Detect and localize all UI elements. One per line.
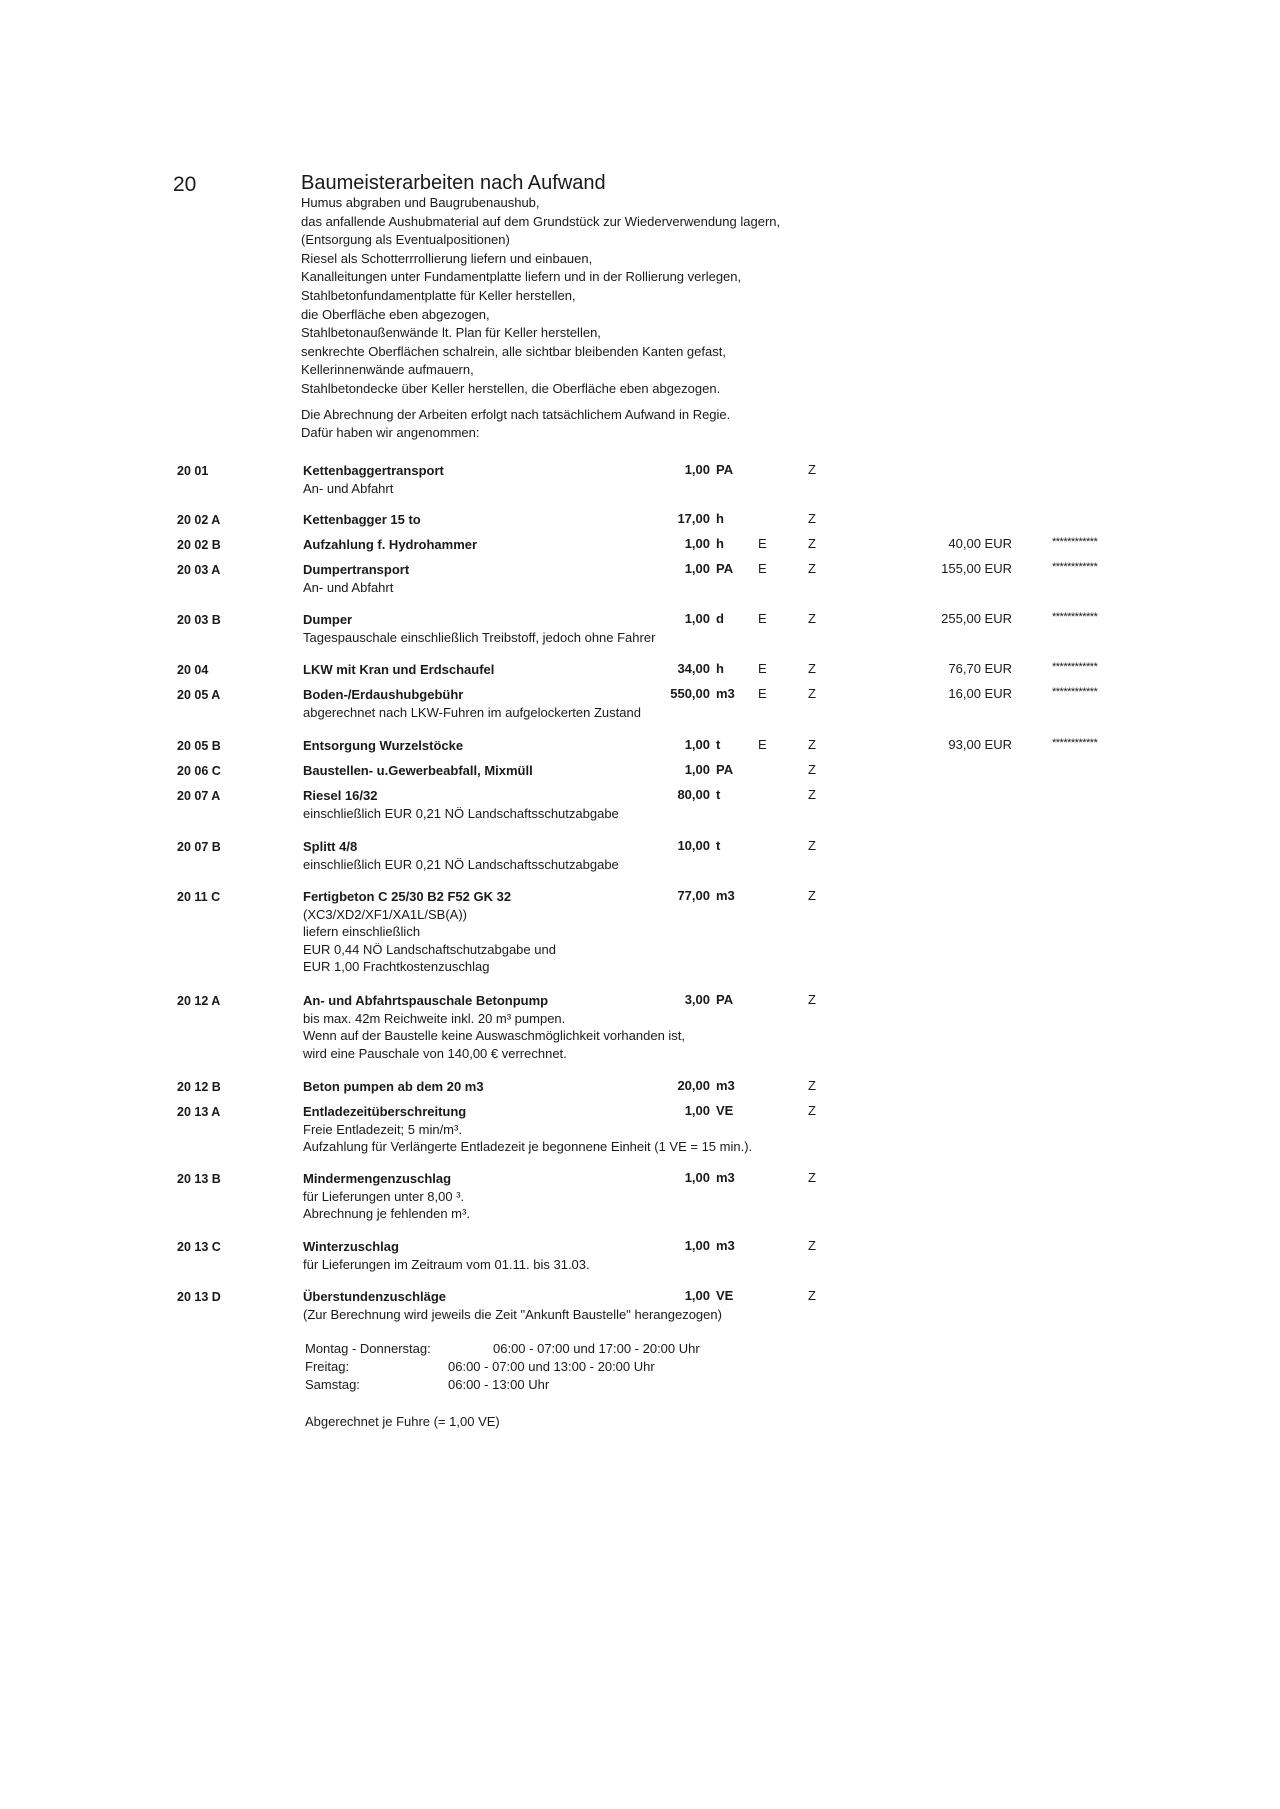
position-quantity: 1,00 (684, 462, 710, 477)
position-flag-z: Z (808, 1238, 816, 1253)
position-description (303, 1170, 470, 1223)
position-flag-z: Z (808, 661, 816, 676)
position-flag-e: E (758, 561, 767, 576)
schedule-day: Freitag: (305, 1359, 350, 1374)
position-unit-price: 76,70 EUR (948, 661, 1012, 676)
position-quantity: 34,00 (677, 661, 710, 676)
intro-line: Humus abgraben und Baugrubenaushub, (301, 195, 540, 210)
position-detail-line: (Zur Berechnung wird jeweils die Zeit "Ankunft Baustelle" herangezogen) (303, 1306, 722, 1322)
position-detail-line: EUR 0,44 NÖ Landschaftschutzabgabe und (303, 941, 556, 957)
position-total-masked: ************ (1052, 561, 1098, 573)
position-flag-z: Z (808, 686, 816, 701)
position-title: Baustellen- u.Gewerbeabfall, Mixmüll (303, 763, 533, 778)
intro-line: Stahlbetonaußenwände lt. Plan für Keller herstellen, (301, 325, 601, 341)
position-unit-price: 16,00 EUR (948, 686, 1012, 701)
position-flag-z: Z (808, 888, 816, 903)
position-detail-line: bis max. 42m Reichweite inkl. 20 m³ pumpen. (303, 1010, 566, 1026)
schedule-times: 06:00 - 13:00 Uhr (448, 1377, 550, 1392)
note-line: Dafür haben wir angenommen: (301, 425, 480, 440)
position-unit-price: 255,00 EUR (941, 611, 1012, 626)
position-detail-line: Freie Entladezeit; 5 min/m³. (303, 1121, 462, 1137)
position-unit-price: 40,00 EUR (948, 536, 1012, 551)
position-unit: m3 (716, 1078, 735, 1093)
position-unit: d (716, 611, 724, 626)
position-unit: m3 (716, 686, 735, 701)
intro-line: Riesel als Schotterrrollierung liefern und einbauen, (301, 250, 593, 266)
position-total-masked: ************ (1052, 536, 1098, 548)
intro-line: senkrechte Oberflächen schalrein, alle sichtbar bleibenden Kanten gefast, (301, 343, 726, 359)
position-detail-line: (XC3/XD2/XF1/XA1L/SB(A)) (303, 906, 467, 922)
position-unit: h (716, 661, 724, 676)
position-flag-z: Z (808, 536, 816, 551)
position-title: Dumper (303, 612, 353, 627)
position-code: 20 03 B (177, 613, 221, 627)
intro-line: die Oberfläche eben abgezogen, (301, 306, 490, 322)
position-detail-line: für Lieferungen im Zeitraum vom 01.11. bis 31.03. (303, 1256, 590, 1272)
position-detail-line: wird eine Pauschale von 140,00 € verrechnet. (303, 1045, 567, 1061)
position-quantity: 550,00 (670, 686, 710, 701)
position-title: Entladezeitüberschreitung (303, 1104, 467, 1119)
position-flag-e: E (758, 686, 767, 701)
position-title: Splitt 4/8 (303, 839, 358, 854)
section-intro (301, 194, 780, 399)
position-title: LKW mit Kran und Erdschaufel (303, 662, 495, 677)
position-description (303, 462, 444, 497)
position-flag-e: E (758, 661, 767, 676)
position-detail-line: liefern einschließlich (303, 924, 421, 939)
position-flag-z: Z (808, 611, 816, 626)
position-flag-z: Z (808, 1078, 816, 1093)
position-unit: t (716, 838, 721, 853)
position-unit: PA (716, 462, 734, 477)
intro-line: Kanalleitungen unter Fundamentplatte liefern und in der Rollierung verlegen, (301, 269, 742, 285)
schedule-row (305, 1376, 905, 1394)
schedule-day: Samstag: (305, 1377, 360, 1392)
position-title: Aufzahlung f. Hydrohammer (303, 537, 478, 552)
position-detail-line: Tagespauschale einschließlich Treibstoff, jedoch ohne Fahrer (303, 629, 656, 645)
position-code: 20 12 A (177, 994, 221, 1008)
position-description (303, 838, 619, 873)
position-code: 20 07 B (177, 840, 221, 854)
position-title: Mindermengenzuschlag (303, 1171, 452, 1186)
position-unit: PA (716, 992, 734, 1007)
position-flag-z: Z (808, 561, 816, 576)
position-unit: PA (716, 561, 734, 576)
position-detail-line: abgerechnet nach LKW-Fuhren im aufgelockerten Zustand (303, 704, 641, 720)
position-quantity: 80,00 (677, 787, 710, 802)
position-flag-z: Z (808, 1170, 816, 1185)
position-detail-line: EUR 1,00 Frachtkostenzuschlag (303, 959, 490, 974)
position-code: 20 04 (177, 663, 209, 677)
position-total-masked: ************ (1052, 611, 1098, 623)
note-line: Die Abrechnung der Arbeiten erfolgt nach tatsächlichem Aufwand in Regie. (301, 407, 731, 422)
position-quantity: 1,00 (684, 762, 710, 777)
billing-note (301, 406, 730, 442)
position-quantity: 1,00 (684, 1103, 710, 1118)
position-flag-z: Z (808, 737, 816, 752)
position-description (303, 686, 641, 721)
position-quantity: 1,00 (684, 1238, 710, 1253)
intro-line: Stahlbetonfundamentplatte für Keller herstellen, (301, 287, 576, 303)
position-quantity: 1,00 (684, 611, 710, 626)
position-description (303, 661, 494, 679)
position-title: Kettenbaggertransport (303, 463, 444, 478)
position-quantity: 1,00 (684, 1288, 710, 1303)
position-code: 20 02 A (177, 513, 221, 527)
position-total-masked: ************ (1052, 661, 1098, 673)
position-unit: m3 (716, 1238, 735, 1253)
position-code: 20 05 B (177, 739, 221, 753)
position-title: Boden-/Erdaushubgebühr (303, 687, 464, 702)
position-description (303, 737, 463, 755)
position-unit: VE (716, 1288, 734, 1303)
position-code: 20 11 C (177, 890, 221, 904)
position-title: Dumpertransport (303, 562, 410, 577)
position-flag-z: Z (808, 1288, 816, 1303)
position-code: 20 02 B (177, 538, 221, 552)
position-flag-z: Z (808, 787, 816, 802)
overtime-schedule (305, 1340, 905, 1394)
position-description (303, 1078, 484, 1096)
schedule-day: Montag - Donnerstag: (305, 1341, 431, 1356)
position-title: Winterzuschlag (303, 1239, 399, 1254)
position-total-masked: ************ (1052, 686, 1098, 698)
position-unit: h (716, 536, 724, 551)
position-quantity: 77,00 (677, 888, 710, 903)
position-title: An- und Abfahrtspauschale Betonpump (303, 993, 549, 1008)
position-title: Überstundenzuschläge (303, 1289, 447, 1304)
position-code: 20 06 C (177, 764, 221, 778)
position-title: Beton pumpen ab dem 20 m3 (303, 1079, 484, 1094)
position-quantity: 1,00 (684, 561, 710, 576)
section-title: Baumeisterarbeiten nach Aufwand (301, 172, 606, 194)
position-flag-z: Z (808, 1103, 816, 1118)
position-description (303, 1288, 722, 1323)
position-description (303, 536, 477, 554)
position-code: 20 13 D (177, 1290, 221, 1304)
position-unit: m3 (716, 888, 735, 903)
position-detail-line: An- und Abfahrt (303, 579, 394, 595)
position-description (303, 511, 421, 529)
intro-line: Stahlbetondecke über Keller herstellen, die Oberfläche eben abgezogen. (301, 380, 721, 396)
position-quantity: 10,00 (677, 838, 710, 853)
position-title: Entsorgung Wurzelstöcke (303, 738, 464, 753)
footer-note: Abgerechnet je Fuhre (= 1,00 VE) (305, 1414, 500, 1429)
position-detail-line: einschließlich EUR 0,21 NÖ Landschaftsschutzabgabe (303, 856, 619, 872)
position-code: 20 01 (177, 464, 209, 478)
position-code: 20 13 B (177, 1172, 221, 1186)
position-quantity: 17,00 (677, 511, 710, 526)
position-detail-line: An- und Abfahrt (303, 480, 394, 496)
position-code: 20 05 A (177, 688, 221, 702)
position-code: 20 12 B (177, 1080, 221, 1094)
position-description (303, 787, 619, 822)
position-total-masked: ************ (1052, 737, 1098, 749)
position-flag-e: E (758, 737, 767, 752)
position-flag-e: E (758, 611, 767, 626)
position-code: 20 07 A (177, 789, 221, 803)
position-quantity: 1,00 (684, 1170, 710, 1185)
position-description (303, 561, 409, 596)
position-detail-line: einschließlich EUR 0,21 NÖ Landschaftsschutzabgabe (303, 805, 619, 821)
position-code: 20 03 A (177, 563, 221, 577)
position-unit: t (716, 737, 721, 752)
position-unit: VE (716, 1103, 734, 1118)
schedule-row (305, 1340, 905, 1358)
position-code: 20 13 C (177, 1240, 221, 1254)
position-title: Riesel 16/32 (303, 788, 378, 803)
position-flag-z: Z (808, 838, 816, 853)
position-flag-z: Z (808, 992, 816, 1007)
position-quantity: 1,00 (684, 737, 710, 752)
position-description (303, 1238, 590, 1273)
position-unit: PA (716, 762, 734, 777)
position-quantity: 3,00 (684, 992, 710, 1007)
schedule-times: 06:00 - 07:00 und 17:00 - 20:00 Uhr (493, 1341, 700, 1356)
position-description (303, 611, 655, 646)
position-unit-price: 93,00 EUR (948, 737, 1012, 752)
position-description (303, 992, 685, 1062)
position-description (303, 762, 533, 780)
position-quantity: 1,00 (684, 536, 710, 551)
position-unit: h (716, 511, 724, 526)
position-detail-line: für Lieferungen unter 8,00 ³. (303, 1188, 465, 1204)
position-title: Kettenbagger 15 to (303, 512, 421, 527)
position-detail-line: Abrechnung je fehlenden m³. (303, 1206, 470, 1221)
position-flag-z: Z (808, 462, 816, 477)
position-detail-line: Wenn auf der Baustelle keine Auswaschmöglichkeit vorhanden ist, (303, 1028, 686, 1043)
position-unit: t (716, 787, 721, 802)
schedule-row (305, 1358, 905, 1376)
position-description (303, 888, 556, 976)
position-unit-price: 155,00 EUR (941, 561, 1012, 576)
position-quantity: 20,00 (677, 1078, 710, 1093)
intro-line: Kellerinnenwände aufmauern, (301, 362, 474, 378)
position-flag-e: E (758, 536, 767, 551)
position-flag-z: Z (808, 762, 816, 777)
position-unit: m3 (716, 1170, 735, 1185)
position-code: 20 13 A (177, 1105, 221, 1119)
position-detail-line: Aufzahlung für Verlängerte Entladezeit je begonnene Einheit (1 VE = 15 min.). (303, 1139, 753, 1154)
position-flag-z: Z (808, 511, 816, 526)
section-number: 20 (173, 173, 197, 196)
intro-line: (Entsorgung als Eventualpositionen) (301, 232, 510, 248)
schedule-times: 06:00 - 07:00 und 13:00 - 20:00 Uhr (448, 1359, 655, 1374)
position-title: Fertigbeton C 25/30 B2 F52 GK 32 (303, 889, 512, 904)
intro-line: das anfallende Aushubmaterial auf dem Grundstück zur Wiederverwendung lagern, (301, 213, 781, 229)
